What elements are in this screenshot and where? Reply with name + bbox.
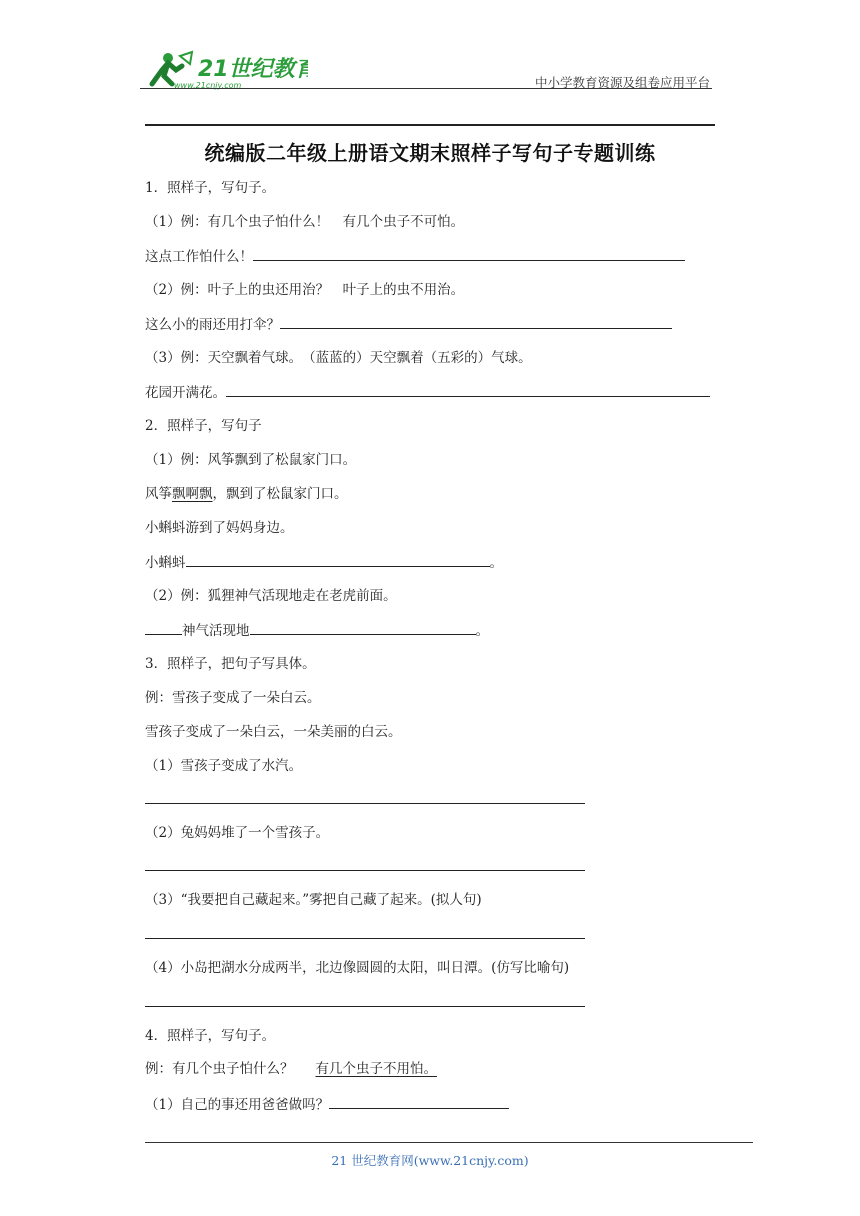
q1-heading: 1．照样子，写句子。 bbox=[145, 180, 276, 196]
q2-example-1: （1）例：风筝飘到了松鼠家门口。 bbox=[145, 452, 357, 468]
q4-example-answer: 有几个虫子不用怕。 bbox=[315, 1061, 437, 1077]
footer-divider bbox=[145, 1142, 753, 1143]
q1-prompt-3-text: 花园开满花。 bbox=[145, 385, 226, 401]
q3-model: 雪孩子变成了一朵白云，一朵美丽的白云。 bbox=[145, 724, 402, 740]
q4-item-1-text: （1）自己的事还用爸爸做吗？ bbox=[145, 1097, 330, 1113]
answer-blank[interactable] bbox=[253, 246, 685, 261]
q2-model-1 bbox=[145, 484, 348, 504]
footer-text[interactable]: 21 世纪教育网(www.21cnjy.com) bbox=[331, 1153, 529, 1168]
q4-example-text: 例：有几个虫子怕什么？ bbox=[145, 1061, 294, 1077]
q2-model-1-b: ，飘到了松鼠家门口。 bbox=[212, 486, 348, 502]
q2-prompt-1-text: 小蝌蚪 bbox=[145, 555, 186, 571]
page-title: 统编版二年级上册语文期末照样子写句子专题训练 bbox=[204, 141, 656, 165]
title-divider bbox=[145, 124, 715, 126]
q4-heading: 4．照样子，写句子。 bbox=[145, 1028, 276, 1044]
q2-prompt-2-text: 神气活现地 bbox=[182, 623, 250, 639]
q3-item-3: （3）“我要把自己藏起来。”雾把自己藏了起来。(拟人句) bbox=[145, 892, 482, 908]
q1-prompt-1-text: 这点工作怕什么！ bbox=[145, 249, 253, 265]
logo-url: www.21cnjy.com bbox=[174, 81, 242, 90]
q1-example-1: （1）例：有几个虫子怕什么！ 有几个虫子不可怕。 bbox=[145, 214, 465, 230]
header-divider bbox=[140, 88, 712, 89]
header-platform-text: 中小学教育资源及组卷应用平台 bbox=[534, 75, 710, 90]
q1-example-3: （3）例：天空飘着气球。 （蓝蓝的）天空飘着（五彩的）气球。 bbox=[145, 350, 532, 366]
q2-task-1: 小蝌蚪游到了妈妈身边。 bbox=[145, 520, 294, 536]
q1-prompt-1 bbox=[145, 246, 685, 267]
q2-example-2: （2）例：狐狸神气活现地走在老虎前面。 bbox=[145, 588, 397, 604]
q1-prompt-2-text: 这么小的雨还用打伞？ bbox=[145, 317, 280, 333]
logo-text: 21世纪教育 bbox=[198, 57, 308, 82]
answer-blank[interactable] bbox=[186, 552, 490, 567]
q2-prompt-2 bbox=[145, 620, 489, 641]
answer-blank[interactable] bbox=[329, 1094, 509, 1109]
q3-item-4: （4）小岛把湖水分成两半，北边像圆圆的太阳，叫日潭。(仿写比喻句) bbox=[145, 960, 570, 976]
q2-model-1-underlined: 飘啊飘 bbox=[172, 486, 213, 502]
q2-prompt-1 bbox=[145, 552, 503, 573]
q3-heading: 3．照样子，把句子写具体。 bbox=[145, 656, 316, 672]
q1-prompt-3 bbox=[145, 382, 710, 403]
logo-runner-icon bbox=[138, 46, 308, 90]
answer-blank[interactable] bbox=[145, 620, 182, 635]
answer-blank[interactable] bbox=[280, 314, 672, 329]
q3-example: 例：雪孩子变成了一朵白云。 bbox=[145, 690, 321, 706]
answer-line[interactable] bbox=[145, 803, 585, 804]
answer-blank[interactable] bbox=[250, 620, 476, 635]
q3-item-1: （1）雪孩子变成了水汽。 bbox=[145, 758, 303, 774]
answer-line[interactable] bbox=[145, 1006, 585, 1007]
period: 。 bbox=[489, 555, 503, 571]
q4-item-1 bbox=[145, 1094, 509, 1115]
q4-example bbox=[145, 1059, 437, 1079]
q1-prompt-2 bbox=[145, 314, 672, 335]
period: 。 bbox=[475, 623, 489, 639]
q2-heading: 2．照样子，写句子 bbox=[145, 418, 262, 434]
answer-blank[interactable] bbox=[226, 382, 710, 397]
logo bbox=[138, 46, 308, 90]
answer-line[interactable] bbox=[145, 938, 585, 939]
q3-item-2: （2）兔妈妈堆了一个雪孩子。 bbox=[145, 825, 330, 841]
q1-example-2: （2）例：叶子上的虫还用治？ 叶子上的虫不用治。 bbox=[145, 282, 465, 298]
answer-line[interactable] bbox=[145, 870, 585, 871]
q2-model-1-a: 风筝 bbox=[145, 486, 172, 502]
